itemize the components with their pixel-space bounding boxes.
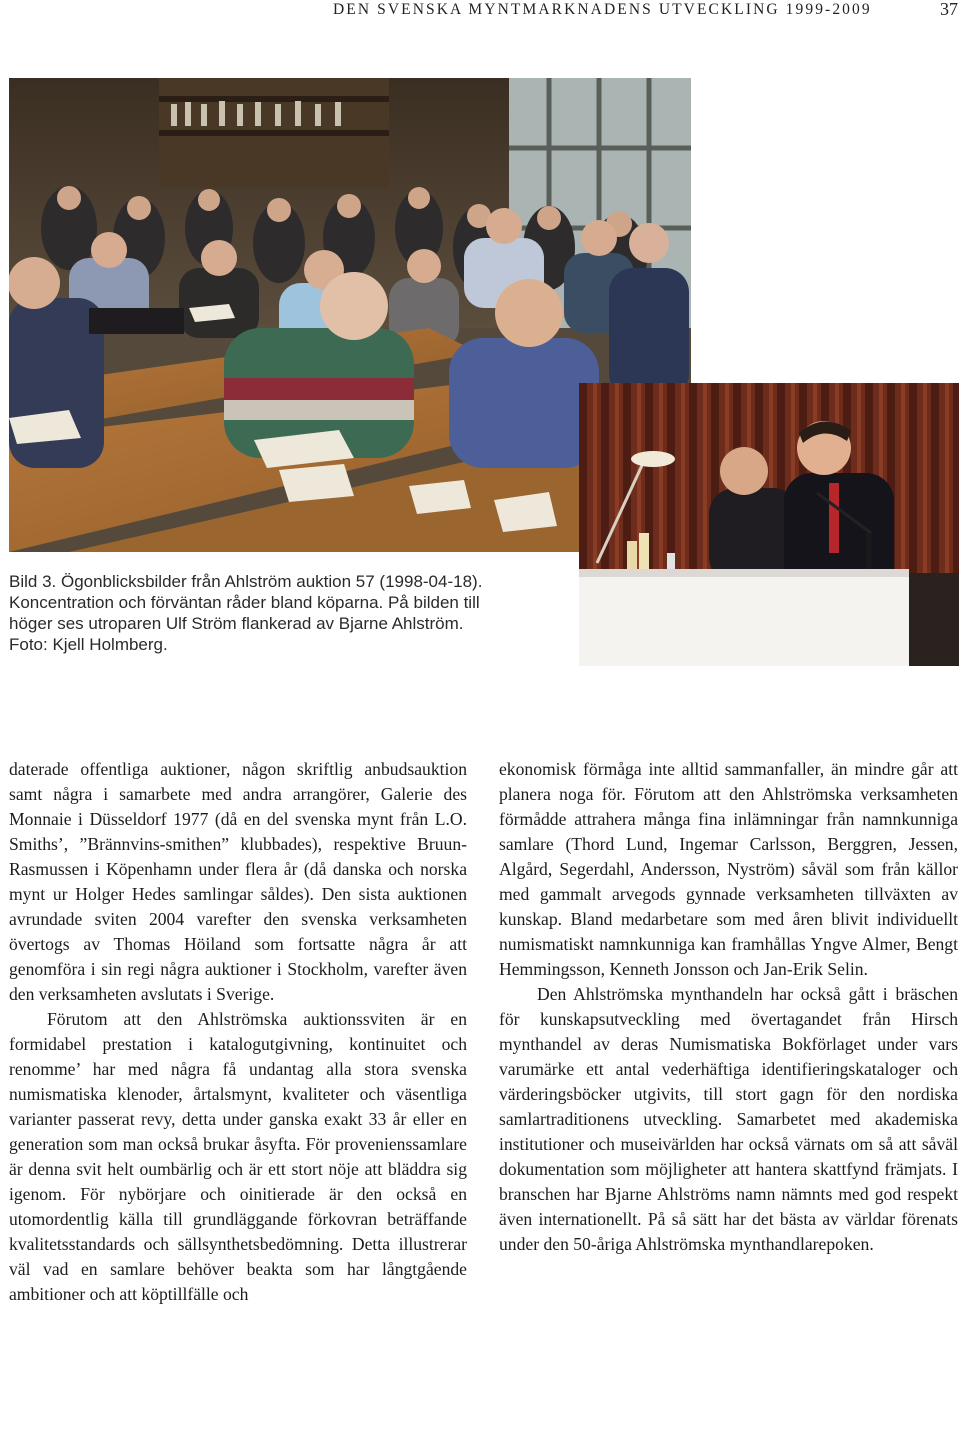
body-column-left [9,757,467,1307]
running-header [0,0,960,24]
paragraph: ekonomisk förmåga inte alltid sammanfaller, än mindre går att planera noga för. Förutom att den Ahlströmska verksamheten förmådde attrahera många fina inlämningar från namnkunniga samlare (Thord Lund, Ingemar Carlsson, Berggren, Jessen, Algård, Segerdahl, Andersson, Nyström) såväl som från källor med gammalt arvegods gynnade verksamheten tillväxten av kunskap. Bland medarbetare som med åren blivit individuellt numismatiskt namnkunniga kan framhållas Yngve Almer, Bengt Hemmingsson, Kenneth Jonsson och Jan-Erik Selin. [499,759,958,979]
caption-line: höger ses utroparen Ulf Ström flankerad av Bjarne Ahlström. [9,614,464,633]
caption-line: Bild 3. Ögonblicksbilder från Ahlström auktion 57 (1998-04-18). [9,572,483,591]
caption-line: Foto: Kjell Holmberg. [9,635,168,654]
paragraph: daterade offentliga auktioner, någon skriftlig anbudsauktion samt några i samarbete med andra arrangörer, Galerie des Monnaie i Düsseldorf 1977 (då en del svenska mynt från L.O. Smiths’, ”Brännvins-smithen” klubbades), respektive Bruun-Rasmussen i Köpenhamn under flera år (då danska och norska mynt ur Holger Hedes samlingar såldes). Den sista auktionen avrundade sviten 2004 varefter den svenska verksamheten övertogs av Thomas Höiland som fortsatte några år att genomföra i sin regi några auktioner i Stockholm, varefter även den verksamheten avslutats i Sverige. [9,759,467,1004]
caption-line: Koncentration och förväntan råder bland köparna. På bilden till [9,593,480,612]
paragraph: Förutom att den Ahlströmska auktionssviten är en formidabel prestation i katalogutgivning, kontinuitet och renomme’ har med några få undantag alla stora svenska numismatiska klenoder, årtalsmynt, kvaliteter och väsentliga varianter passerat revy, detta under ganska exakt 33 år eller en generation som man också brukar åsyfta. För provenienssamlare är denna svit helt oumbärlig och är ett stort nöje att bläddra sig igenom. För nybörjare och oinitierade är den också en utomordentlig källa till grundläggande förkovran beträffande kvalitetsstandards och sällsynthetsbedömning. Detta illustrerar väl vad en samlare behöver beakta som har långtgående ambitioner och att köptillfälle och [9,1009,467,1304]
figure-caption [9,571,569,655]
running-title: DEN SVENSKA MYNTMARKNADENS UTVECKLING 1999-2009 [333,1,872,18]
auctioneer-panel-photo [579,383,959,666]
page-number: 37 [940,0,958,19]
body-column-right [499,757,958,1257]
paragraph: Den Ahlströmska mynthandeln har också gått i bräschen för kunskapsutveckling med övertagandet från Hirsch mynthandel av deras Numismatiska Bokförlaget under vars varumärke ett antal vederhäftiga identifieringskataloger och värderingsböcker utgivits, till stort gagn för den nordiska samlartraditionens utveckling. Samarbetet med akademiska institutioner och museivärlden har också värnats om så att såväl dokumentation som möjligheter att hantera skattfynd främjats. I branschen har Bjarne Ahlströms namn nämnts med god respekt även internationellt. På så sätt har det bästa av världar förenats under den 50-åriga Ahlströmska mynthandlarepoken. [499,984,958,1254]
